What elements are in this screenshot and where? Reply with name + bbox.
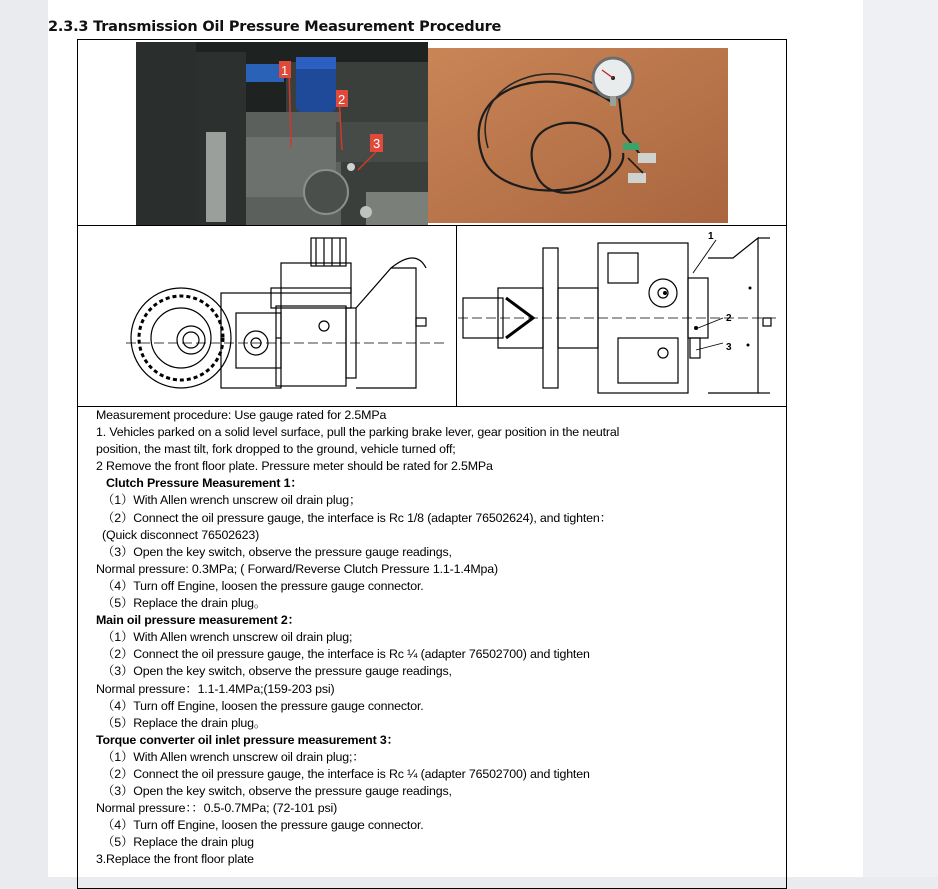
main-oil-step-3: （3）Open the key switch, observe the pressure gauge readings,: [102, 664, 452, 679]
diagram-callout-1: 1: [708, 231, 714, 242]
procedure-step-2: 2 Remove the front floor plate. Pressure meter should be rated for 2.5MPa: [96, 459, 493, 474]
clutch-step-1: （1）With Allen wrench unscrew oil drain plug；: [102, 493, 362, 508]
clutch-heading: Clutch Pressure Measurement 1：: [106, 476, 303, 491]
main-oil-step-5: （5）Replace the drain plug。: [102, 715, 267, 730]
torque-converter-step-4: （4）Turn off Engine, loosen the pressure gauge connector.: [102, 818, 424, 833]
main-oil-step-2: （2）Connect the oil pressure gauge, the interface is Rc ¼ (adapter 76502700) and tighten: [102, 647, 590, 662]
clutch-step-2: （2）Connect the oil pressure gauge, the interface is Rc 1/8 (adapter 76502624), and tighten：(Quick disconnect 76502623): [102, 510, 612, 542]
main-oil-step-1: （1）With Allen wrench unscrew oil drain plug;: [102, 630, 353, 645]
torque-converter-step-2: （2）Connect the oil pressure gauge, the interface is Rc ¼ (adapter 76502700) and tighten: [102, 766, 590, 781]
diagram-callout-3: 3: [726, 342, 732, 353]
procedure-intro: Measurement procedure: Use gauge rated for 2.5MPa: [96, 408, 387, 422]
transmission-section-drawing: [458, 228, 786, 404]
procedure-step-3: 3.Replace the front floor plate: [96, 852, 254, 867]
clutch-step-4: （4）Turn off Engine, loosen the pressure gauge connector.: [102, 578, 424, 593]
photo-callout-1: 1: [281, 63, 289, 78]
clutch-step-5: （5）Replace the drain plug。: [102, 596, 267, 611]
section-title: 2.3.3 Transmission Oil Pressure Measurement Procedure: [48, 19, 502, 35]
torque-converter-heading: Torque converter oil inlet pressure measurement 3：: [96, 732, 399, 747]
transmission-photo: [136, 42, 428, 225]
transmission-photo-drawing: [136, 42, 428, 225]
transmission-section-svg: [458, 228, 786, 404]
pressure-gauge-photo: [428, 48, 728, 223]
photo-callout-2: 2: [338, 92, 346, 107]
main-oil-normal-pressure: Normal pressure：1.1-1.4MPa;(159-203 psi): [96, 681, 335, 696]
clutch-step-3: （3）Open the key switch, observe the pressure gauge readings,: [102, 544, 452, 559]
main-oil-step-4: （4）Turn off Engine, loosen the pressure gauge connector.: [102, 698, 424, 713]
figure-separator-vertical: [456, 226, 457, 406]
torque-converter-step-5: （5）Replace the drain plug: [102, 835, 254, 850]
torque-converter-step-3: （3）Open the key switch, observe the pressure gauge readings,: [102, 784, 452, 799]
main-oil-heading: Main oil pressure measurement 2：: [96, 613, 300, 628]
torque-converter-normal-pressure: Normal pressure：：0.5-0.7MPa; (72-101 psi): [96, 801, 338, 816]
pressure-gauge-photo-drawing: [428, 48, 728, 223]
procedure-step-1: 1. Vehicles parked on a solid level surface, pull the parking brake lever, gear position in the neutral position, the mast tilt, fork dropped to the ground, vehicle turned off;: [96, 425, 620, 457]
transmission-side-view-drawing: [126, 228, 454, 404]
torque-converter-step-1: （1）With Allen wrench unscrew oil drain plug;：: [102, 749, 365, 764]
clutch-normal-pressure: Normal pressure: 0.3MPa; ( Forward/Reverse Clutch Pressure 1.1-1.4Mpa): [96, 561, 498, 576]
transmission-side-view-svg: [126, 228, 454, 404]
photo-callout-3: 3: [373, 136, 381, 151]
diagram-callout-2: 2: [726, 313, 732, 324]
viewer-right-gutter: [863, 0, 938, 877]
figure-separator-top: [77, 225, 787, 226]
procedure-text: [96, 407, 776, 869]
